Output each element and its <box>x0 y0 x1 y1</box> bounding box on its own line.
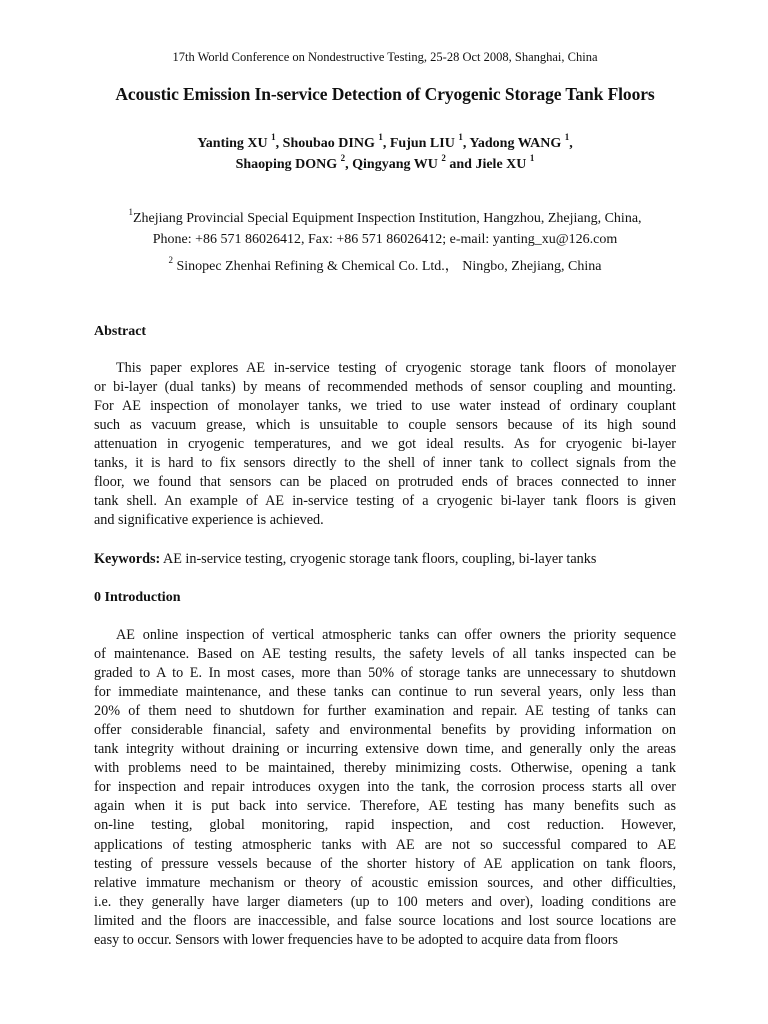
affiliation-2-text: Sinopec Zhenhai Refining & Chemical Co. Ltd.， Ningbo, Zhejiang, China <box>173 259 602 274</box>
author-name: Shoubao DING <box>282 136 375 151</box>
text-line: 20% of them need to shutdown for further examination and repair. AE testing of tanks can <box>94 703 676 720</box>
affiliation-1-line-1 <box>80 208 690 229</box>
author-affiliation-mark: 1 <box>271 132 276 143</box>
text-line: i.e. they generally have larger diameters (up to 100 meters and over), loading conditions are <box>94 893 676 910</box>
affiliation-1 <box>80 208 690 250</box>
paper-page <box>94 0 676 1024</box>
author-separator: , <box>382 136 390 151</box>
text-line: testing of pressure vessels because of the shorter history of AE application on tank floors, <box>94 855 676 872</box>
text-line: on-line testing, global monitoring, rapid inspection, and cost reduction. However, <box>94 817 676 834</box>
text-line: floor, we found that sensors can be placed on protruded ends of braces connected to inner <box>94 474 676 491</box>
text-line: This paper explores AE in-service testing of cryogenic storage tank floors of monolayer <box>116 360 676 376</box>
introduction-heading: 0 Introduction <box>94 590 181 605</box>
author-name: Fujun LIU <box>389 136 455 151</box>
author-list <box>94 133 676 175</box>
author-separator: , <box>345 157 353 172</box>
author-separator: , <box>275 136 283 151</box>
author-name: Shaoping DONG <box>235 157 338 172</box>
author-separator: , <box>462 136 470 151</box>
text-line: offer considerable financial, safety and environmental benefits by providing information on <box>94 722 676 739</box>
text-line: graded to A to E. In most cases, more than 50% of storage tanks are unnecessary to shutdown <box>94 665 676 682</box>
text-line: such as vacuum grease, which is unsuitable to couple sensors because of its high sound <box>94 417 676 434</box>
affiliation-1-mark: 1 <box>128 207 133 218</box>
author-line-1 <box>94 133 676 154</box>
text-line: tank integrity without draining or incurring extensive down time, and generally only the areas <box>94 741 676 758</box>
affiliation-2 <box>80 256 690 277</box>
text-line: for immediate maintenance, and these tanks can continue to run several years, only less than <box>94 684 676 701</box>
text-line: tank shell. An example of AE in-service testing of a cryogenic bi-layer tank floors is given <box>94 493 676 510</box>
affiliation-1-text: Zhejiang Provincial Special Equipment Inspection Institution, Hangzhou, Zhejiang, China, <box>132 211 642 226</box>
text-line: with problems need to be maintained, thereby minimizing costs. Otherwise, opening a tank <box>94 760 676 777</box>
text-line: again when it is put back into service. Therefore, AE testing has many benefits such as <box>94 798 676 815</box>
author-affiliation-mark: 1 <box>529 153 535 164</box>
affiliation-2-mark: 2 <box>168 255 173 266</box>
text-line: applications of testing atmospheric tanks with AE are not so successful compared to AE <box>94 836 676 853</box>
author-line-2 <box>94 154 676 175</box>
author-affiliation-mark: 1 <box>378 132 383 143</box>
author-affiliation-mark: 1 <box>458 132 463 143</box>
keywords-label: Keywords: <box>94 551 161 567</box>
text-line: for inspection and repair introduces oxygen into the tank, the corrosion process starts all over <box>94 779 676 796</box>
author-affiliation-mark: 2 <box>441 153 446 164</box>
keywords-text: AE in-service testing, cryogenic storage tank floors, coupling, bi-layer tanks <box>160 551 597 567</box>
author-name: Qingyang WU <box>352 157 438 172</box>
author-affiliation-mark: 1 <box>564 132 570 143</box>
author-name: Yanting XU <box>197 136 268 151</box>
introduction-body <box>94 626 676 950</box>
abstract-body <box>94 359 676 530</box>
text-line: and significative experience is achieved. <box>94 512 324 529</box>
text-line: limited and the floors are inaccessible, and false source locations and lost source locations are <box>94 912 676 929</box>
text-line: or bi-layer (dual tanks) by means of recommended methods of sensor coupling and mounting. <box>94 379 676 396</box>
affiliation-2-line-1 <box>80 256 690 277</box>
paper-title: Acoustic Emission In-service Detection of Cryogenic Storage Tank Floors <box>115 84 655 104</box>
text-line: of maintenance. Based on AE testing results, the safety levels of all tanks inspected can be <box>94 646 676 663</box>
author-affiliation-mark: 2 <box>340 153 346 164</box>
affiliation-1-line-2: Phone: +86 571 86026412, Fax: +86 571 86026412; e-mail: yanting_xu@126.com <box>152 232 618 247</box>
keywords-line <box>94 551 676 568</box>
text-line: attenuation in cryogenic temperatures, and we got ideal results. As for cryogenic bi-layer <box>94 436 676 453</box>
author-name: Jiele XU <box>475 157 527 172</box>
text-line: tanks, it is hard to fix sensors directly to the shell of inner tank to collect signals from the <box>94 455 676 472</box>
text-line: easy to occur. Sensors with lower frequencies have to be adopted to acquire data from floors <box>94 931 618 948</box>
text-line: For AE inspection of monolayer tanks, we tried to use water instead of ordinary couplant <box>94 398 676 415</box>
author-separator: , <box>569 136 573 151</box>
text-line: AE online inspection of vertical atmospheric tanks can offer owners the priority sequence <box>116 627 676 643</box>
author-name: Yadong WANG <box>469 136 562 151</box>
text-line: relative immature mechanism or theory of acoustic emission sources, and other difficulties, <box>94 874 676 891</box>
author-separator: and <box>445 157 476 172</box>
conference-header: 17th World Conference on Nondestructive Testing, 25-28 Oct 2008, Shanghai, China <box>172 50 598 64</box>
abstract-heading: Abstract <box>94 324 147 339</box>
